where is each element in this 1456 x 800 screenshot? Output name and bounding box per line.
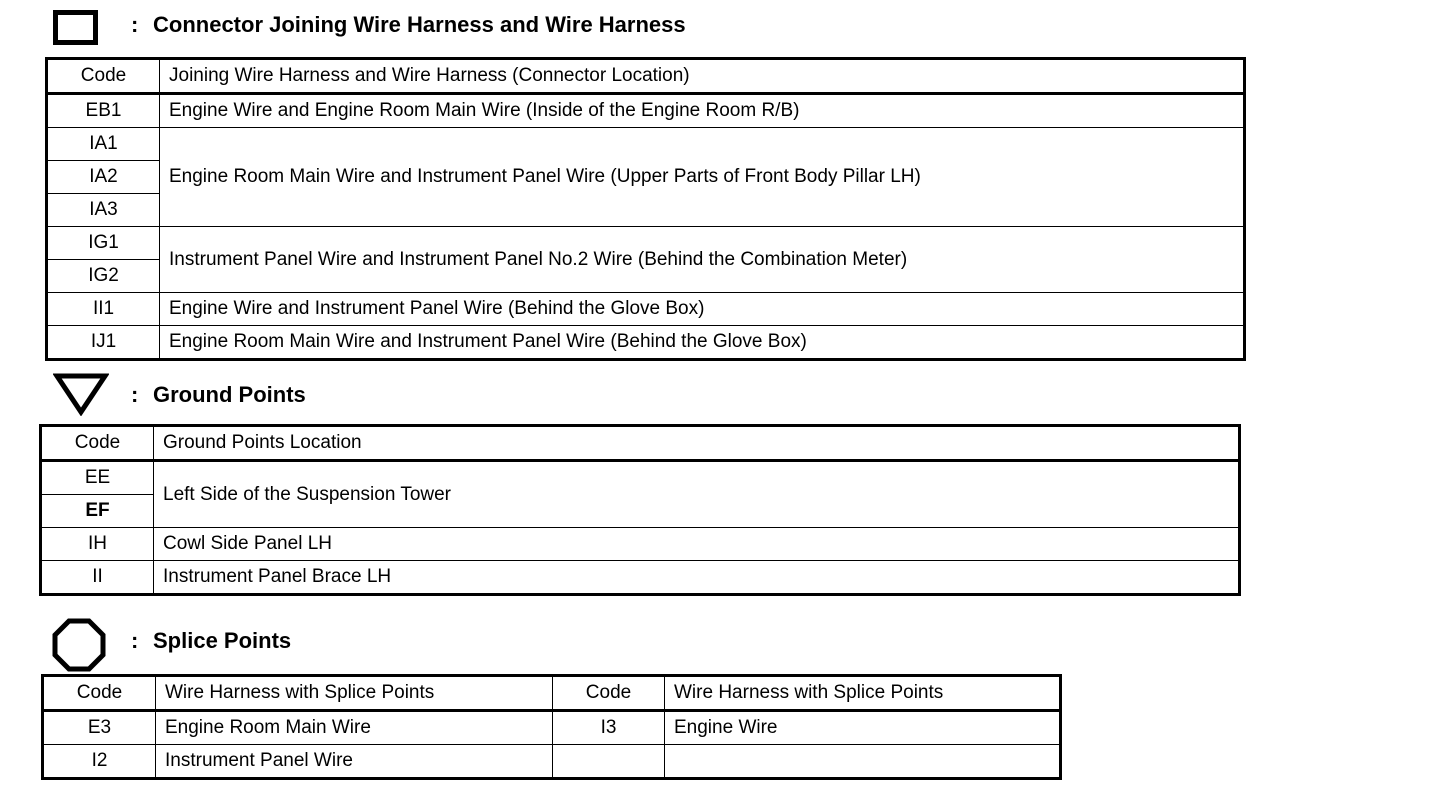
table-row: [48, 326, 1244, 359]
code-cell: IA2: [48, 161, 160, 194]
column-header-wire-harness: Wire Harness with Splice Points: [665, 677, 1060, 711]
location-cell: Left Side of the Suspension Tower: [154, 461, 1239, 528]
table-row: [42, 561, 1239, 594]
code-cell: IJ1: [48, 326, 160, 359]
inverted-triangle-icon: [53, 372, 109, 416]
code-cell: IA1: [48, 128, 160, 161]
table-row: [48, 227, 1244, 260]
wire-harness-cell: Engine Room Main Wire: [156, 711, 553, 745]
table-header-row: [48, 60, 1244, 94]
wire-harness-cell: Instrument Panel Wire: [156, 745, 553, 778]
table-row: [44, 711, 1060, 745]
column-header-code: Code: [553, 677, 665, 711]
code-cell: I2: [44, 745, 156, 778]
table-row: [44, 745, 1060, 778]
square-icon: [53, 10, 99, 46]
ground-table: [41, 426, 1239, 594]
location-cell: Engine Wire and Instrument Panel Wire (Behind the Glove Box): [160, 293, 1244, 326]
column-header-location: Joining Wire Harness and Wire Harness (Connector Location): [160, 60, 1244, 94]
location-cell: Engine Room Main Wire and Instrument Panel Wire (Behind the Glove Box): [160, 326, 1244, 359]
table-header-row: [44, 677, 1060, 711]
location-cell: Cowl Side Panel LH: [154, 528, 1239, 561]
code-cell: [553, 745, 665, 778]
code-cell: IA3: [48, 194, 160, 227]
column-header-code: Code: [42, 427, 154, 461]
column-header-code: Code: [44, 677, 156, 711]
ground-section-title: [131, 382, 306, 408]
code-cell: IG2: [48, 260, 160, 293]
wire-harness-cell: [665, 745, 1060, 778]
location-cell: Instrument Panel Brace LH: [154, 561, 1239, 594]
splice-colon: :: [131, 628, 139, 653]
code-cell: IH: [42, 528, 154, 561]
splice-table: [43, 676, 1060, 778]
table-row: [42, 461, 1239, 495]
wire-harness-cell: Engine Wire: [665, 711, 1060, 745]
table-row: [42, 528, 1239, 561]
column-header-code: Code: [48, 60, 160, 94]
table-header-row: [42, 427, 1239, 461]
splice-heading: Splice Points: [153, 628, 292, 653]
table-row: [48, 128, 1244, 161]
splice-section-title: [131, 628, 291, 654]
connector-section-title: [131, 12, 686, 38]
location-cell: Engine Wire and Engine Room Main Wire (Inside of the Engine Room R/B): [160, 94, 1244, 128]
code-cell: I3: [553, 711, 665, 745]
column-header-wire-harness: Wire Harness with Splice Points: [156, 677, 553, 711]
code-cell: E3: [44, 711, 156, 745]
connector-heading: Connector Joining Wire Harness and Wire Harness: [153, 12, 686, 37]
table-row: [48, 94, 1244, 128]
connector-table: [47, 59, 1244, 359]
code-cell: EE: [42, 461, 154, 495]
code-cell: II: [42, 561, 154, 594]
code-cell: EF: [42, 495, 154, 528]
code-cell: IG1: [48, 227, 160, 260]
octagon-icon: [52, 618, 106, 672]
code-cell: EB1: [48, 94, 160, 128]
connector-colon: :: [131, 12, 139, 37]
location-cell: Instrument Panel Wire and Instrument Panel No.2 Wire (Behind the Combination Meter): [160, 227, 1244, 293]
column-header-location: Ground Points Location: [154, 427, 1239, 461]
ground-heading: Ground Points: [153, 382, 306, 407]
table-row: [48, 293, 1244, 326]
location-cell: Engine Room Main Wire and Instrument Panel Wire (Upper Parts of Front Body Pillar LH): [160, 128, 1244, 227]
ground-colon: :: [131, 382, 139, 407]
code-cell: II1: [48, 293, 160, 326]
